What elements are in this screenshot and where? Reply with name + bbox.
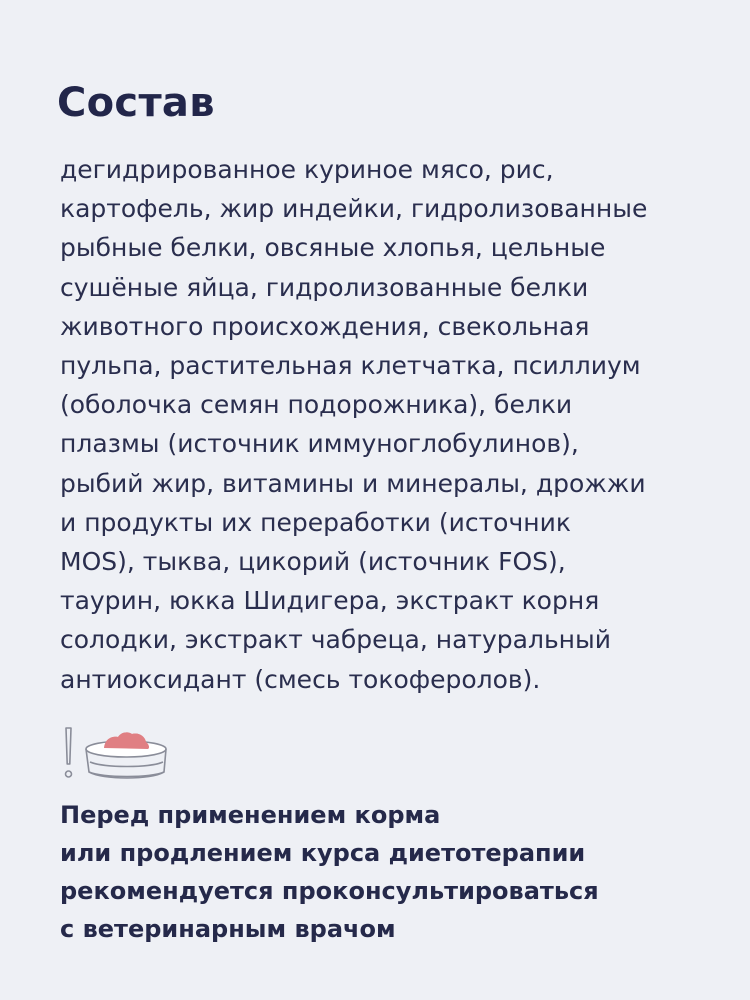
composition-line: пульпа, растительная клетчатка, псиллиум	[60, 351, 641, 381]
composition-line: антиоксидант (смесь токоферолов).	[60, 664, 541, 694]
composition-line: животного происхождения, свекольная	[60, 311, 590, 341]
composition-line: таурин, юкка Шидигера, экстракт корня	[60, 586, 600, 616]
composition-line: рыбные белки, овсяные хлопья, цельные	[60, 233, 606, 263]
page-title: Состав	[57, 80, 215, 126]
note-line: Перед применением корма	[60, 801, 441, 829]
exclamation-icon	[66, 728, 72, 777]
composition-line: картофель, жир индейки, гидролизованные	[60, 194, 648, 224]
composition-line: дегидрированное куриное мясо, рис,	[60, 155, 554, 184]
warning-bowl-icon	[58, 718, 178, 782]
composition-line: (оболочка семян подорожника), белки	[60, 390, 573, 420]
composition-line: плазмы (источник иммуноглобулинов),	[60, 429, 579, 459]
note-line: с ветеринарным врачом	[60, 915, 396, 943]
composition-line: сушёные яйца, гидролизованные белки	[60, 272, 589, 302]
composition-line: солодки, экстракт чабреца, натуральный	[60, 625, 612, 655]
composition-line: MOS), тыква, цикорий (источник FOS),	[60, 547, 566, 577]
vet-consultation-note	[60, 796, 720, 948]
composition-line: и продукты их переработки (источник	[60, 507, 571, 537]
bowl-icon	[86, 732, 166, 778]
composition-text	[60, 150, 720, 699]
note-line: рекомендуется проконсультироваться	[60, 877, 599, 905]
note-line: или продлением курса диетотерапии	[60, 839, 586, 867]
composition-line: рыбий жир, витамины и минералы, дрожжи	[60, 468, 646, 498]
